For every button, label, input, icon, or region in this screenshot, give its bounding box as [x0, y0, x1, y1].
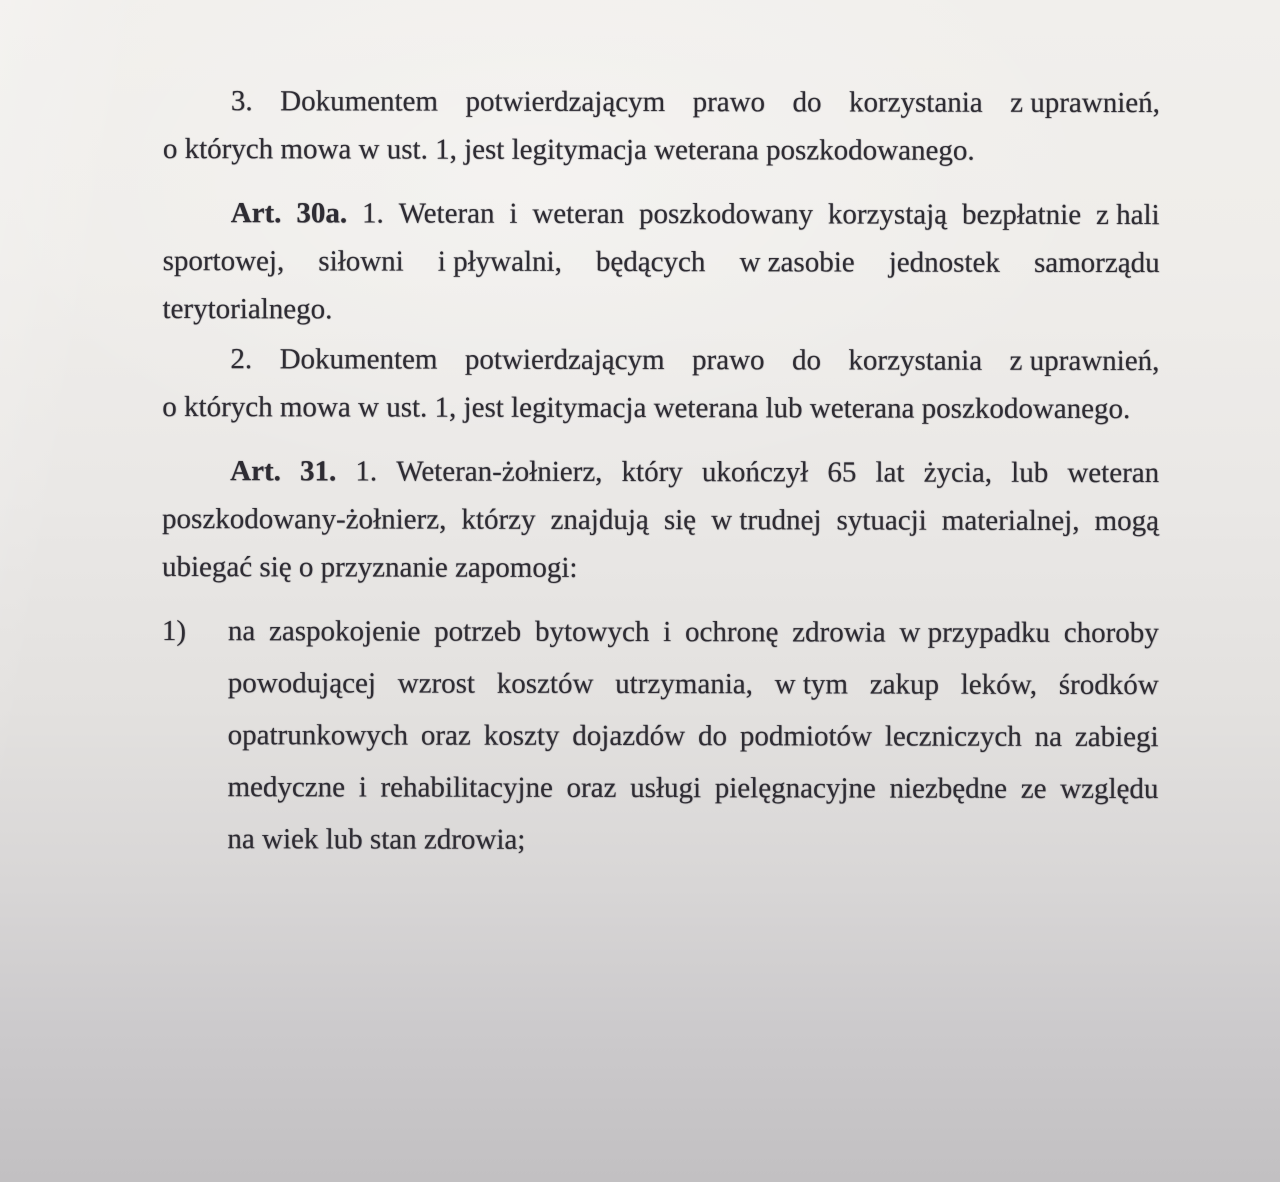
word: oraz — [420, 719, 471, 752]
text-line — [228, 605, 1159, 659]
word: korzystania — [848, 344, 983, 377]
word: poszkodowany-żołnierz, — [162, 502, 447, 536]
word: na — [227, 615, 256, 648]
word: sportowej, — [162, 244, 285, 278]
paragraph-art-30a — [162, 189, 1159, 335]
word: 65 — [827, 456, 857, 489]
word: w przypadku — [899, 616, 1051, 649]
word: rehabilitacyjne — [380, 771, 553, 804]
word: utrzymania, — [615, 667, 753, 701]
word: bytowych — [534, 615, 650, 649]
word: życia, — [923, 456, 993, 489]
word: znajdują — [550, 503, 649, 537]
word: w tym — [774, 668, 849, 701]
word: prawo — [692, 86, 766, 119]
word: 2. — [230, 343, 253, 376]
text-line — [163, 237, 1160, 287]
word: oraz — [566, 771, 617, 804]
word: korzystają — [827, 198, 948, 231]
word: pielęgnacyjne — [714, 772, 876, 805]
word: Dokumentem — [279, 343, 438, 376]
word: się — [663, 504, 697, 537]
word: dojazdów — [572, 719, 686, 753]
word: usługi — [630, 771, 702, 805]
word: i — [358, 771, 367, 804]
word: Weteran-żołnierz, — [396, 455, 603, 488]
word: wzrost — [397, 667, 476, 700]
text-line: ubiegać się o przyznanie zapomogi: — [161, 550, 578, 584]
text-line — [162, 335, 1159, 385]
text-line — [162, 447, 1159, 497]
text-line: na wiek lub stan zdrowia; — [227, 823, 526, 856]
word: potwierdzającym — [465, 85, 666, 119]
word: ochronę — [684, 616, 779, 649]
word: niezbędne — [889, 772, 1008, 805]
word: siłowni — [318, 245, 404, 278]
word: lat — [875, 456, 905, 489]
word: sytuacji — [836, 504, 927, 537]
word: kosztów — [496, 667, 594, 700]
word: powodującej — [227, 667, 376, 700]
word: środków — [1058, 668, 1159, 702]
word: będących — [595, 245, 706, 279]
word: prawo — [692, 344, 765, 377]
word: poszkodowany — [638, 197, 814, 231]
word: lub — [1011, 456, 1049, 489]
text-line — [228, 657, 1159, 711]
document-text — [161, 77, 1160, 867]
word: w zasobie — [739, 246, 855, 279]
text-line — [163, 189, 1160, 239]
list-marker: 1) — [161, 614, 187, 648]
word: leczniczych — [884, 720, 1022, 753]
word: weteran — [1067, 456, 1160, 490]
word: Dokumentem — [280, 85, 439, 118]
word: leków, — [960, 668, 1038, 701]
word: zdrowia — [792, 616, 886, 649]
word: zaspokojenie — [268, 615, 421, 648]
word: mogą — [1094, 504, 1160, 538]
list-item-text — [227, 605, 1159, 867]
word: do — [791, 344, 822, 377]
word: opatrunkowych — [227, 719, 409, 752]
text-line — [227, 761, 1158, 815]
word: samorządu — [1033, 246, 1160, 280]
word: materialnej, — [941, 504, 1080, 537]
word: weteran — [532, 197, 625, 230]
word: z hali — [1095, 198, 1160, 232]
word: potwierdzającym — [464, 343, 665, 377]
word: z uprawnień, — [1009, 344, 1160, 378]
word: Weteran — [398, 197, 495, 230]
word: i — [509, 197, 518, 230]
word: zabiegi — [1074, 720, 1159, 754]
text-line: terytorialnego. — [162, 292, 333, 326]
word: potrzeb — [434, 615, 522, 648]
word: względu — [1060, 772, 1159, 806]
word: 31. — [300, 455, 337, 488]
word: w trudnej — [711, 504, 822, 537]
word: którzy — [461, 503, 536, 536]
text-line: o których mowa w ust. 1, jest legitymacja weterana lub weterana poszkodowanego. — [162, 390, 1131, 426]
word: medyczne — [227, 771, 346, 804]
text-line — [228, 709, 1159, 763]
text-line — [163, 77, 1160, 127]
word: 1. — [361, 197, 384, 230]
word: ukończył — [701, 456, 809, 489]
word: na — [1034, 720, 1063, 753]
word: i pływalni, — [437, 245, 562, 278]
word: z uprawnień, — [1010, 86, 1160, 120]
word: jednostek — [888, 246, 1000, 279]
list-item-1 — [161, 605, 1159, 867]
word: do — [792, 86, 822, 119]
word: podmiotów — [739, 720, 873, 753]
word: który — [621, 455, 683, 489]
word: i — [663, 616, 672, 649]
word: korzystania — [848, 86, 983, 119]
word: bezpłatnie — [961, 198, 1082, 231]
paragraph-art-31 — [162, 447, 1159, 593]
word: do — [697, 720, 727, 753]
word: 3. — [230, 85, 253, 118]
paragraph-ust-2 — [162, 335, 1159, 433]
word: Art. — [230, 197, 282, 230]
text-line — [162, 495, 1159, 545]
word: ze — [1020, 772, 1047, 805]
word: 30a. — [296, 197, 348, 230]
word: Art. — [230, 455, 281, 488]
word: zakup — [869, 668, 940, 701]
word: 1. — [355, 455, 378, 488]
word: choroby — [1063, 616, 1159, 650]
word: koszty — [483, 719, 560, 752]
text-line: o których mowa w ust. 1, jest legitymacja weterana poszkodowanego. — [162, 132, 975, 167]
paragraph-ust-3 — [163, 77, 1160, 175]
